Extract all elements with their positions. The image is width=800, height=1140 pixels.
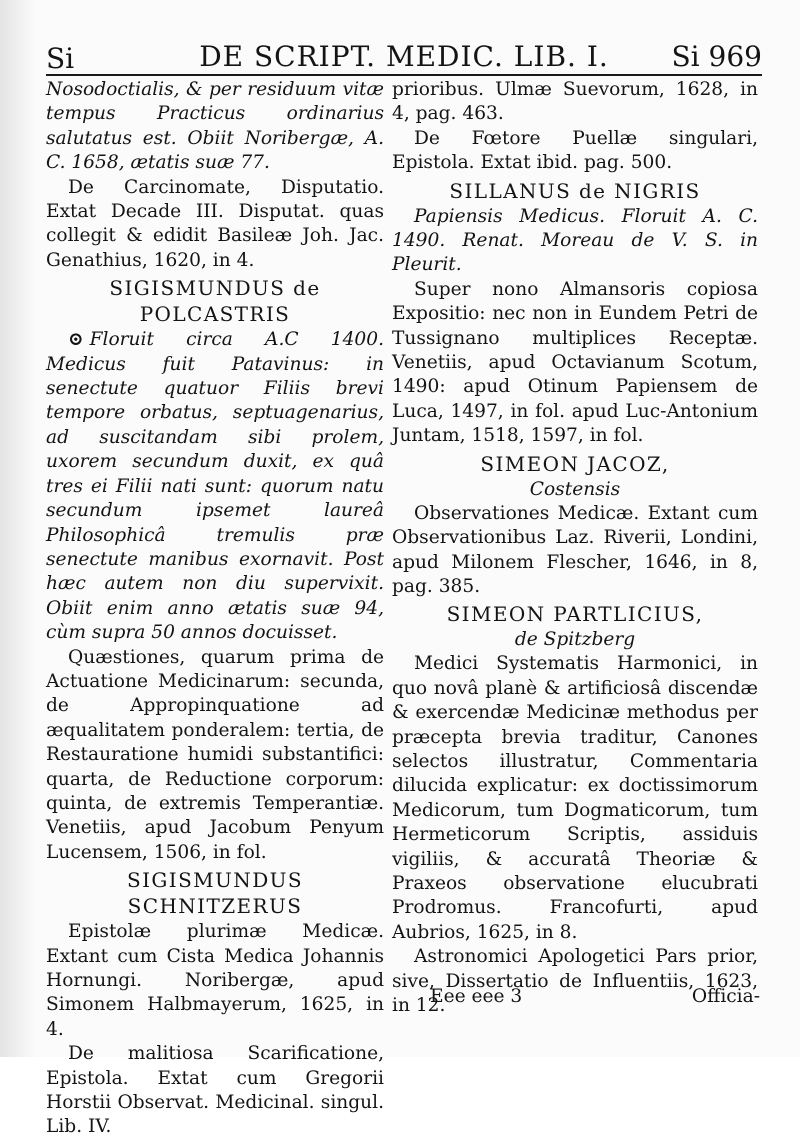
binding-shadow xyxy=(0,0,36,1057)
entry-text: De malitiosa Scarificatione, Epistola. Extat cum Gregorii Horstii Observat. Medicinal. singul. Lib. IV. xyxy=(46,1043,384,1138)
entry-biography: Papiensis Medicus. Floruit A. C. 1490. Renat. Moreau de V. S. in Pleurit. xyxy=(392,205,758,276)
signature-mark: Eee eee 3 xyxy=(430,986,523,1007)
entry-text: De Fœtore Puellæ singulari, Epistola. Extat ibid. pag. 500. xyxy=(392,127,758,174)
entry-biography xyxy=(46,328,384,645)
running-header xyxy=(46,30,762,76)
page-footer xyxy=(430,986,760,1010)
author-heading: SILLANUS de NIGRIS xyxy=(449,178,701,203)
author-origin: de Spitzberg xyxy=(514,629,636,651)
right-column xyxy=(392,78,758,1018)
entry-text: Medici Systematis Harmonici, in quo novâ planè & artificiosâ discendæ & exercendæ Medicinæ methodus per præcepta brevia traditur, Canones selectos illustratur, Commentaria dilucida explicatur: ex doctissimorum Medicorum, tum Dogmaticorum, tum Hermeticorum Scriptis, assiduis vigiliis, & accuratâ Theoriæ & Praxeos observatione elucubrati Prodromus. Francofurti, apud Aubrios, 1625, in 8. xyxy=(392,653,758,943)
entry-text: Quæstiones, quarum prima de Actuatione Medicinarum: secunda, de Appropinquatione ad æqualitatem ponderalem: tertia, de Restauratione humidi substantifici: quarta, de Reductione corporum: quinta, de extremis Temperantiæ. Venetiis, apud Jacobum Penyum Lucensem, 1506, in fol. xyxy=(46,646,384,863)
header-right xyxy=(672,40,763,73)
entry-text: Observationes Medicæ. Extant cum Observationibus Laz. Riverii, Londini, apud Milonem Flescher, 1646, in 8, pag. 385. xyxy=(392,502,758,597)
header-left-word: Si xyxy=(46,42,75,75)
header-right-word: Si xyxy=(671,40,700,73)
biography-text: Floruit circa A.C 1400. Medicus fuit Patavinus: in senectute quatuor Filiis brevi tempore orbatus, septuagenarius, ad suscitandam sibi prolem, uxorem secundum duxit, ex quâ tres ei Filii nati sunt: quorum natu secundum ipsemet laureâ Philosophicâ tremulis præ senectute manibus exornavit. Post hæc autem non diu supervixit. Obiit enim anno ætatis suæ 94, cùm supra 50 annos docuisset. xyxy=(46,329,384,644)
entry-text: prioribus. Ulmæ Suevorum, 1628, in 4, pag. 463. xyxy=(392,79,758,125)
running-title: DE SCRIPT. MEDIC. LIB. I. xyxy=(199,40,609,73)
entry-text: Super nono Almansoris copiosa Expositio: nec non in Eundem Petri de Tussignano multiplices Receptæ. Venetiis, apud Octavianum Scotum, 1490: apud Otinum Papiensem de Luca, 1497, in fol. apud Luc-Antonium Juntam, 1518, 1597, in fol. xyxy=(392,278,758,447)
entry-text: Astronomici Apologetici Pars prior, sive, Dissertatio de Influentiis, 1623, in 12. xyxy=(392,946,758,1016)
page-number: 969 xyxy=(708,40,762,73)
author-heading: SIMEON PARTLICIUS, xyxy=(446,602,704,627)
author-heading: SIGISMUNDUS SCHNITZERUS xyxy=(126,868,303,919)
entry-text: Epistolæ plurimæ Medicæ. Extant cum Cista Medica Johannis Hornungi. Noribеrgæ, apud Simonem Halbmayerum, 1625, in 4. xyxy=(46,921,384,1040)
circle-dot-symbol: ⊙ xyxy=(68,329,84,351)
author-origin: Costensis xyxy=(529,478,621,500)
catchword: Officia- xyxy=(691,986,760,1007)
entry-text: Nosodoctialis, & per residuum vitæ tempus Practicus ordinarius salutatus est. Obiit Noribеrgæ, A. C. 1658, ætatis suæ 77. xyxy=(46,79,384,174)
left-column xyxy=(46,78,384,1140)
author-heading: SIGISMUNDUS de POLCASTRIS xyxy=(109,276,321,327)
author-heading: SIMEON JACOZ, xyxy=(480,451,670,476)
entry-text: De Carcinomate, Disputatio. Extat Decade III. Disputat. quas collegit & edidit Basileæ Joh. Jac. Genathius, 1620, in 4. xyxy=(46,176,384,271)
